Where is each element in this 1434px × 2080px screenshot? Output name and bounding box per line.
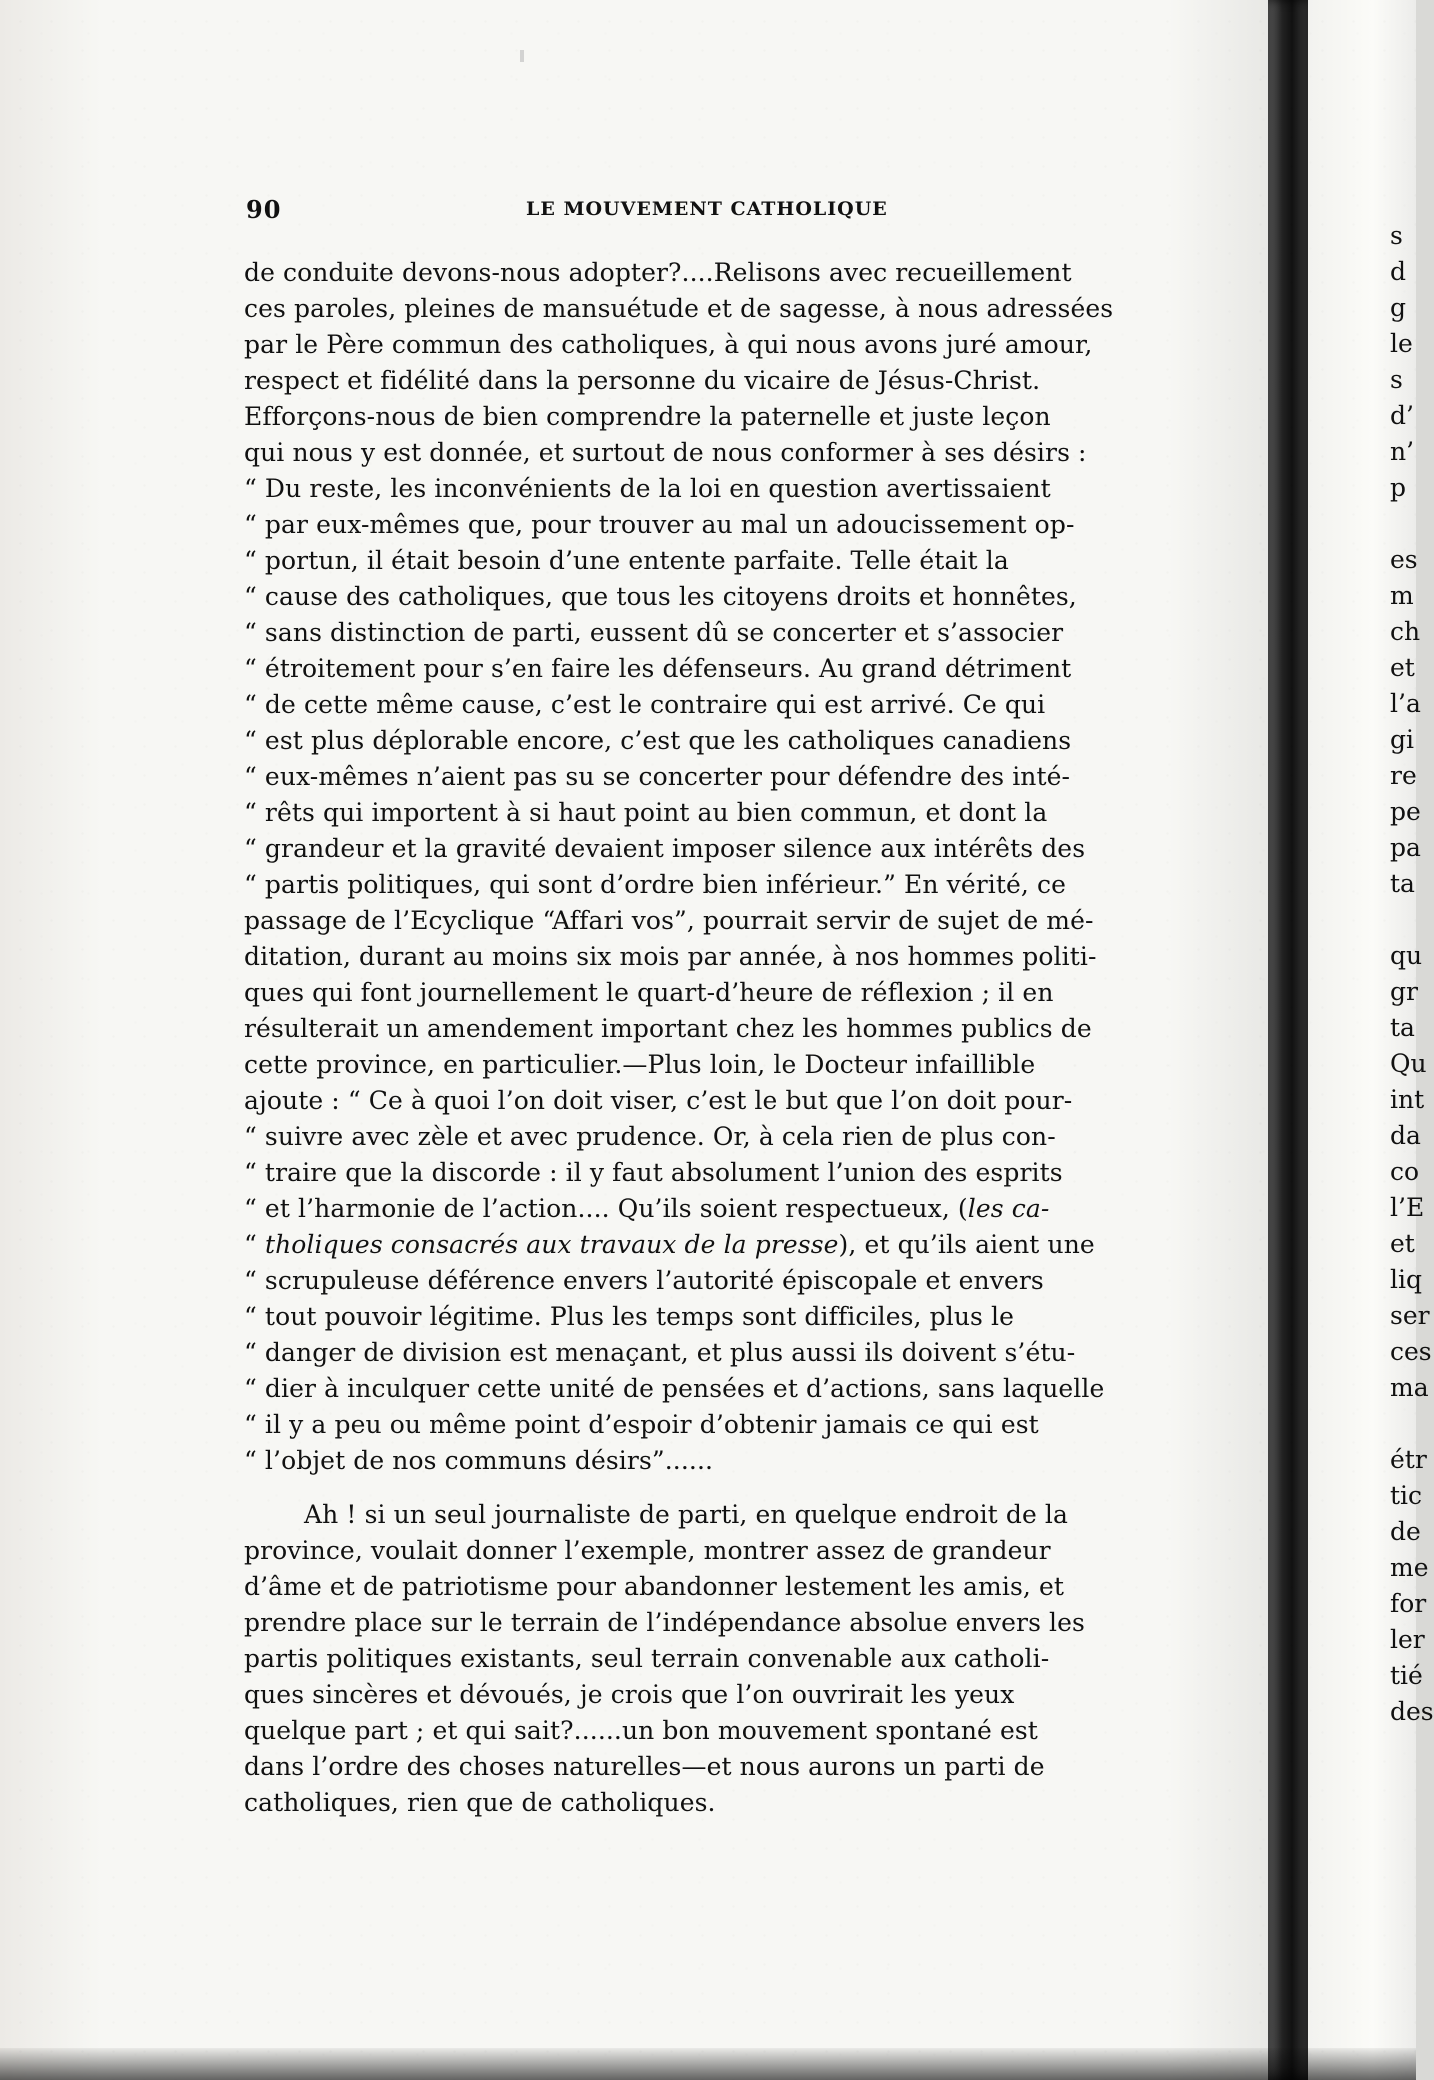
running-head: LE MOUVEMENT CATHOLIQUE <box>526 198 888 220</box>
quoted-line: “ cause des catholiques, que tous les citoyens droits et honnêtes, <box>244 582 1077 611</box>
facing-page-fragment: g <box>1390 293 1407 322</box>
facing-page-fragment: da <box>1390 1121 1421 1150</box>
quoted-line: “ il y a peu ou même point d’espoir d’obtenir jamais ce qui est <box>244 1410 1039 1439</box>
facing-page-fragment: p <box>1390 473 1407 502</box>
facing-page-fragment: liq <box>1390 1265 1422 1294</box>
quoted-line: “ tout pouvoir légitime. Plus les temps sont difficiles, plus le <box>244 1302 1015 1331</box>
text-line: passage de l’Ecyclique “Affari vos”, pourrait servir de sujet de mé- <box>244 906 1094 935</box>
quoted-line: “ par eux-mêmes que, pour trouver au mal un adoucissement op- <box>244 510 1075 539</box>
facing-page-fragment: es <box>1390 545 1418 574</box>
text-line: prendre place sur le terrain de l’indépendance absolue envers les <box>244 1608 1085 1637</box>
text-line: résulterait un amendement important chez les hommes publics de <box>244 1014 1092 1043</box>
facing-page-fragment: re <box>1390 761 1417 790</box>
text-line: respect et fidélité dans la personne du vicaire de Jésus-Christ. <box>244 366 1041 395</box>
facing-page-fragment: n’ <box>1390 437 1415 466</box>
scan-dust-mark <box>520 50 524 62</box>
facing-page-fragment: for <box>1390 1589 1427 1618</box>
quoted-line: “ eux-mêmes n’aient pas su se concerter pour défendre des inté- <box>244 762 1071 791</box>
facing-page-fragment: l’a <box>1390 689 1421 718</box>
facing-page-fragment: pe <box>1390 797 1421 826</box>
text-line: ajoute : “ Ce à quoi l’on doit viser, c’est le but que l’on doit pour- <box>244 1086 1073 1115</box>
text-line: dans l’ordre des choses naturelles—et nous aurons un parti de <box>244 1752 1045 1781</box>
quoted-line: “ Du reste, les inconvénients de la loi en question avertissaient <box>244 474 1051 503</box>
facing-page-fragment: tic <box>1390 1481 1423 1510</box>
text-line: partis politiques existants, seul terrain convenable aux catholi- <box>244 1644 1050 1673</box>
facing-page-fragment <box>1390 506 1434 542</box>
scan-bottom-shadow <box>0 2048 1416 2080</box>
facing-page-fragment: me <box>1390 1553 1429 1582</box>
text-line: ques sincères et dévoués, je crois que l’on ouvrirait les yeux <box>244 1680 1015 1709</box>
quoted-line: “ scrupuleuse déférence envers l’autorité épiscopale et envers <box>244 1266 1044 1295</box>
facing-page-fragment: ch <box>1390 617 1421 646</box>
text-line: ces paroles, pleines de mansuétude et de sagesse, à nous adressées <box>244 294 1114 323</box>
text-line: quelque part ; et qui sait?......un bon mouvement spontané est <box>244 1716 1038 1745</box>
facing-page-fragment <box>1390 902 1434 938</box>
page-number: 90 <box>246 195 282 224</box>
quoted-line: “ est plus déplorable encore, c’est que les catholiques canadiens <box>244 726 1072 755</box>
facing-page-fragment: gi <box>1390 725 1414 754</box>
quoted-line: “ et l’harmonie de l’action.... Qu’ils soient respectueux, (les ca- <box>244 1194 1050 1223</box>
text-line: par le Père commun des catholiques, à qui nous avons juré amour, <box>244 330 1093 359</box>
facing-page-fragment: étr <box>1390 1445 1427 1474</box>
facing-page-fragment: ta <box>1390 869 1415 898</box>
quoted-line: “ grandeur et la gravité devaient imposer silence aux intérêts des <box>244 834 1086 863</box>
facing-page-fragment: d’ <box>1390 401 1414 430</box>
facing-page-fragment <box>1390 1406 1434 1442</box>
quoted-line: “ traire que la discorde : il y faut absolument l’union des esprits <box>244 1158 1063 1187</box>
facing-page-fragment: s <box>1390 365 1403 394</box>
quoted-line: “ danger de division est menaçant, et plus aussi ils doivent s’étu- <box>244 1338 1076 1367</box>
text-line: d’âme et de patriotisme pour abandonner lestement les amis, et <box>244 1572 1065 1601</box>
quoted-line-italic: “ tholiques consacrés aux travaux de la presse), et qu’ils aient une <box>244 1230 1095 1259</box>
quoted-line: “ dier à inculquer cette unité de pensées et d’actions, sans laquelle <box>244 1374 1105 1403</box>
text-line: qui nous y est donnée, et surtout de nous conformer à ses désirs : <box>244 438 1087 467</box>
facing-page-fragment: ler <box>1390 1625 1425 1654</box>
italic-phrase: tholiques consacrés aux travaux de la presse <box>264 1230 839 1259</box>
quoted-line: “ rêts qui importent à si haut point au bien commun, et dont la <box>244 798 1048 827</box>
paragraph-gap <box>244 1479 1174 1497</box>
facing-page-fragment: et <box>1390 653 1415 682</box>
facing-page-fragment: Qu <box>1390 1049 1427 1078</box>
facing-page-fragment: tié <box>1390 1661 1423 1690</box>
facing-page-fragment: s <box>1390 221 1403 250</box>
facing-page-text-fragments <box>1390 218 1434 1730</box>
text-line: ditation, durant au moins six mois par année, à nos hommes politi- <box>244 942 1097 971</box>
quoted-line: “ étroitement pour s’en faire les défenseurs. Au grand détriment <box>244 654 1072 683</box>
text-line: province, voulait donner l’exemple, montrer assez de grandeur <box>244 1536 1051 1565</box>
quoted-line: “ partis politiques, qui sont d’ordre bien inférieur.” En vérité, ce <box>244 870 1066 899</box>
facing-page-fragment: m <box>1390 581 1414 610</box>
italic-phrase: les ca- <box>967 1194 1050 1223</box>
text-line: catholiques, rien que de catholiques. <box>244 1788 716 1817</box>
paragraph-first-line: Ah ! si un seul journaliste de parti, en quelque endroit de la <box>304 1500 1069 1529</box>
main-body-text <box>244 255 1174 1821</box>
quoted-line: “ portun, il était besoin d’une entente parfaite. Telle était la <box>244 546 1009 575</box>
facing-page-fragment: ma <box>1390 1373 1429 1402</box>
facing-page-fragment: pa <box>1390 833 1421 862</box>
facing-page-fragment: int <box>1390 1085 1425 1114</box>
quoted-line: “ l’objet de nos communs désirs”...... <box>244 1446 714 1475</box>
facing-page-fragment: de <box>1390 1517 1421 1546</box>
text-line: ques qui font journellement le quart-d’heure de réflexion ; il en <box>244 978 1054 1007</box>
facing-page-fragment: qu <box>1390 941 1423 970</box>
facing-page-fragment: et <box>1390 1229 1415 1258</box>
facing-page-fragment: l’E <box>1390 1193 1425 1222</box>
quoted-line: “ sans distinction de parti, eussent dû se concerter et s’associer <box>244 618 1064 647</box>
book-gutter <box>1268 0 1308 2080</box>
facing-page-fragment: ser <box>1390 1301 1430 1330</box>
facing-page-fragment: des <box>1390 1697 1434 1726</box>
text-line: Efforçons-nous de bien comprendre la paternelle et juste leçon <box>244 402 1051 431</box>
facing-page-fragment: gr <box>1390 977 1418 1006</box>
quoted-line: “ de cette même cause, c’est le contraire qui est arrivé. Ce qui <box>244 690 1046 719</box>
quoted-line: “ suivre avec zèle et avec prudence. Or, à cela rien de plus con- <box>244 1122 1056 1151</box>
facing-page-fragment: le <box>1390 329 1413 358</box>
facing-page-fragment: ta <box>1390 1013 1415 1042</box>
facing-page-fragment: co <box>1390 1157 1420 1186</box>
facing-page-fragment: d <box>1390 257 1407 286</box>
text-line: de conduite devons-nous adopter?....Relisons avec recueillement <box>244 258 1072 287</box>
facing-page-fragment: ces <box>1390 1337 1432 1366</box>
text-line: cette province, en particulier.—Plus loin, le Docteur infaillible <box>244 1050 1036 1079</box>
